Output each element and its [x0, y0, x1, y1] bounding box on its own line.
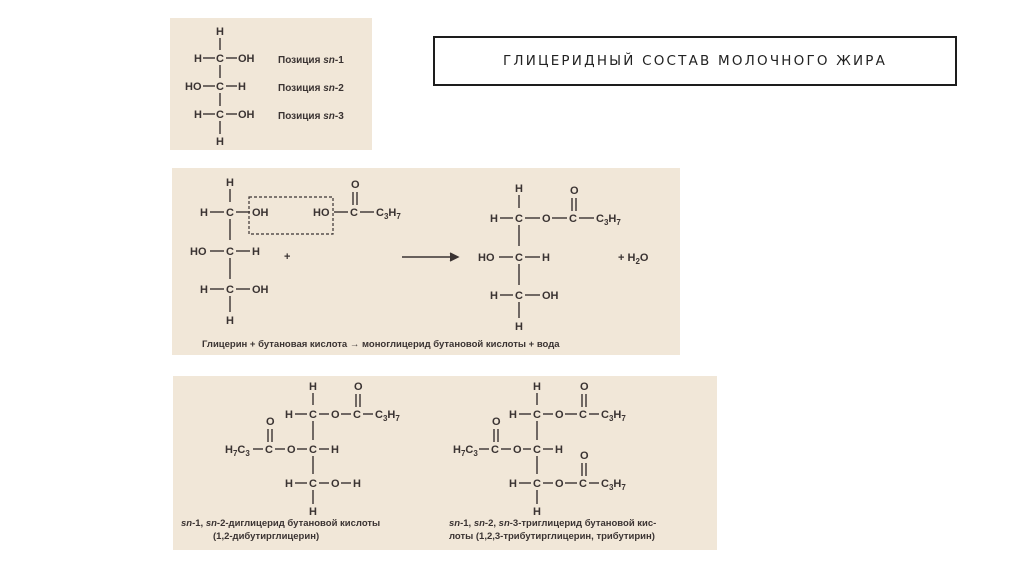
svg-text:OH: OH: [542, 290, 559, 302]
svg-text:H: H: [194, 53, 202, 65]
svg-text:OH: OH: [238, 53, 255, 65]
svg-text:OH: OH: [252, 207, 269, 219]
svg-text:O: O: [570, 185, 579, 197]
position-sn1-label: Позиция sn-1: [278, 55, 344, 66]
svg-text:O: O: [555, 409, 564, 421]
svg-text:O: O: [492, 416, 501, 428]
svg-text:C: C: [226, 284, 234, 296]
diglyceride-caption-line1: sn-1, sn-2-диглицерид бутановой кислоты: [181, 518, 381, 529]
svg-text:H: H: [555, 444, 563, 456]
svg-text:C: C: [533, 478, 541, 490]
svg-text:C3H7: $C_3H_7$: [601, 478, 626, 492]
svg-text:C: C: [353, 409, 361, 421]
svg-text:C3H7: $C_3H_7$: [376, 207, 401, 221]
svg-text:O: O: [580, 381, 589, 393]
svg-text:H: H: [194, 109, 202, 121]
svg-text:HO: HO: [478, 252, 495, 264]
svg-text:O: O: [266, 416, 275, 428]
svg-text:C3H7: $C_3H_7$: [601, 409, 626, 423]
svg-text:C: C: [309, 478, 317, 490]
svg-text:H7C3: $H_7C_3$: [453, 444, 478, 458]
svg-text:C: C: [309, 409, 317, 421]
svg-text:C3H7: $C_3H_7$: [375, 409, 400, 423]
svg-text:O: O: [331, 478, 340, 490]
svg-text:O: O: [287, 444, 296, 456]
svg-text:H: H: [309, 506, 317, 518]
svg-text:H: H: [285, 409, 293, 421]
svg-text:C: C: [533, 444, 541, 456]
svg-text:O: O: [331, 409, 340, 421]
svg-text:C3H7: $C_3H_7$: [596, 213, 621, 227]
svg-text:OH: OH: [252, 284, 269, 296]
svg-text:H: H: [216, 136, 224, 148]
svg-text:C: C: [579, 409, 587, 421]
position-sn3-label: Позиция sn-3: [278, 111, 344, 122]
svg-text:H: H: [353, 478, 361, 490]
svg-text:H: H: [542, 252, 550, 264]
svg-text:H: H: [285, 478, 293, 490]
svg-text:O: O: [555, 478, 564, 490]
glycerol-positions-panel: [170, 18, 372, 150]
reaction-scheme: [172, 168, 680, 355]
svg-text:H: H: [226, 315, 234, 327]
svg-text:H: H: [331, 444, 339, 456]
glycerol-structure: [170, 18, 372, 150]
svg-text:C: C: [491, 444, 499, 456]
svg-text:H7C3: $H_7C_3$: [225, 444, 250, 458]
svg-text:C: C: [226, 246, 234, 258]
svg-text:H: H: [533, 381, 541, 393]
svg-text:H: H: [309, 381, 317, 393]
svg-text:H: H: [226, 177, 234, 189]
svg-text:H: H: [216, 26, 224, 38]
svg-text:H: H: [515, 321, 523, 333]
svg-text:H: H: [533, 506, 541, 518]
svg-text:HO: HO: [190, 246, 207, 258]
svg-text:C: C: [569, 213, 577, 225]
triglyceride-caption-line1: sn-1, sn-2, sn-3-триглицерид бутановой кис-: [449, 518, 657, 529]
svg-text:O: O: [513, 444, 522, 456]
svg-text:C: C: [216, 109, 224, 121]
svg-text:C: C: [226, 207, 234, 219]
svg-text:H: H: [509, 478, 517, 490]
triglyceride-caption-line2: лоты (1,2,3-трибутирглицерин, трибутирин): [449, 531, 655, 542]
svg-text:H: H: [490, 213, 498, 225]
svg-text:H: H: [238, 81, 246, 93]
svg-text:C: C: [515, 252, 523, 264]
svg-text:C: C: [515, 290, 523, 302]
svg-text:C: C: [350, 207, 358, 219]
svg-text:O: O: [542, 213, 551, 225]
plus-sign: +: [284, 251, 291, 263]
svg-text:HO: HO: [313, 207, 330, 219]
slide-title-box: [433, 36, 957, 86]
svg-text:C: C: [579, 478, 587, 490]
svg-text:C: C: [216, 81, 224, 93]
svg-text:H: H: [509, 409, 517, 421]
svg-text:C: C: [533, 409, 541, 421]
svg-text:OH: OH: [238, 109, 255, 121]
slide-title: ГЛИЦЕРИДНЫЙ СОСТАВ МОЛОЧНОГО ЖИРА: [502, 53, 888, 69]
water-term: + $H_2O$: [618, 252, 649, 266]
glycerides-structures: [173, 376, 717, 550]
esterification-reaction-panel: [172, 168, 680, 355]
svg-text:C: C: [265, 444, 273, 456]
svg-text:H: H: [252, 246, 260, 258]
svg-text:HO: HO: [185, 81, 202, 93]
diglyceride-caption-line2: (1,2-дибутирглицерин): [213, 531, 320, 542]
svg-text:O: O: [351, 179, 360, 191]
glycerides-panel: [173, 376, 717, 550]
svg-text:H: H: [200, 284, 208, 296]
svg-text:C: C: [309, 444, 317, 456]
svg-text:H: H: [490, 290, 498, 302]
position-sn2-label: Позиция sn-2: [278, 83, 344, 94]
svg-text:H: H: [200, 207, 208, 219]
svg-text:O: O: [354, 381, 363, 393]
reaction-caption: Глицерин + бутановая кислота → моноглицерид бутановой кислоты + вода: [202, 339, 560, 350]
svg-text:H: H: [515, 183, 523, 195]
svg-text:O: O: [580, 450, 589, 462]
svg-text:C: C: [515, 213, 523, 225]
svg-text:C: C: [216, 53, 224, 65]
